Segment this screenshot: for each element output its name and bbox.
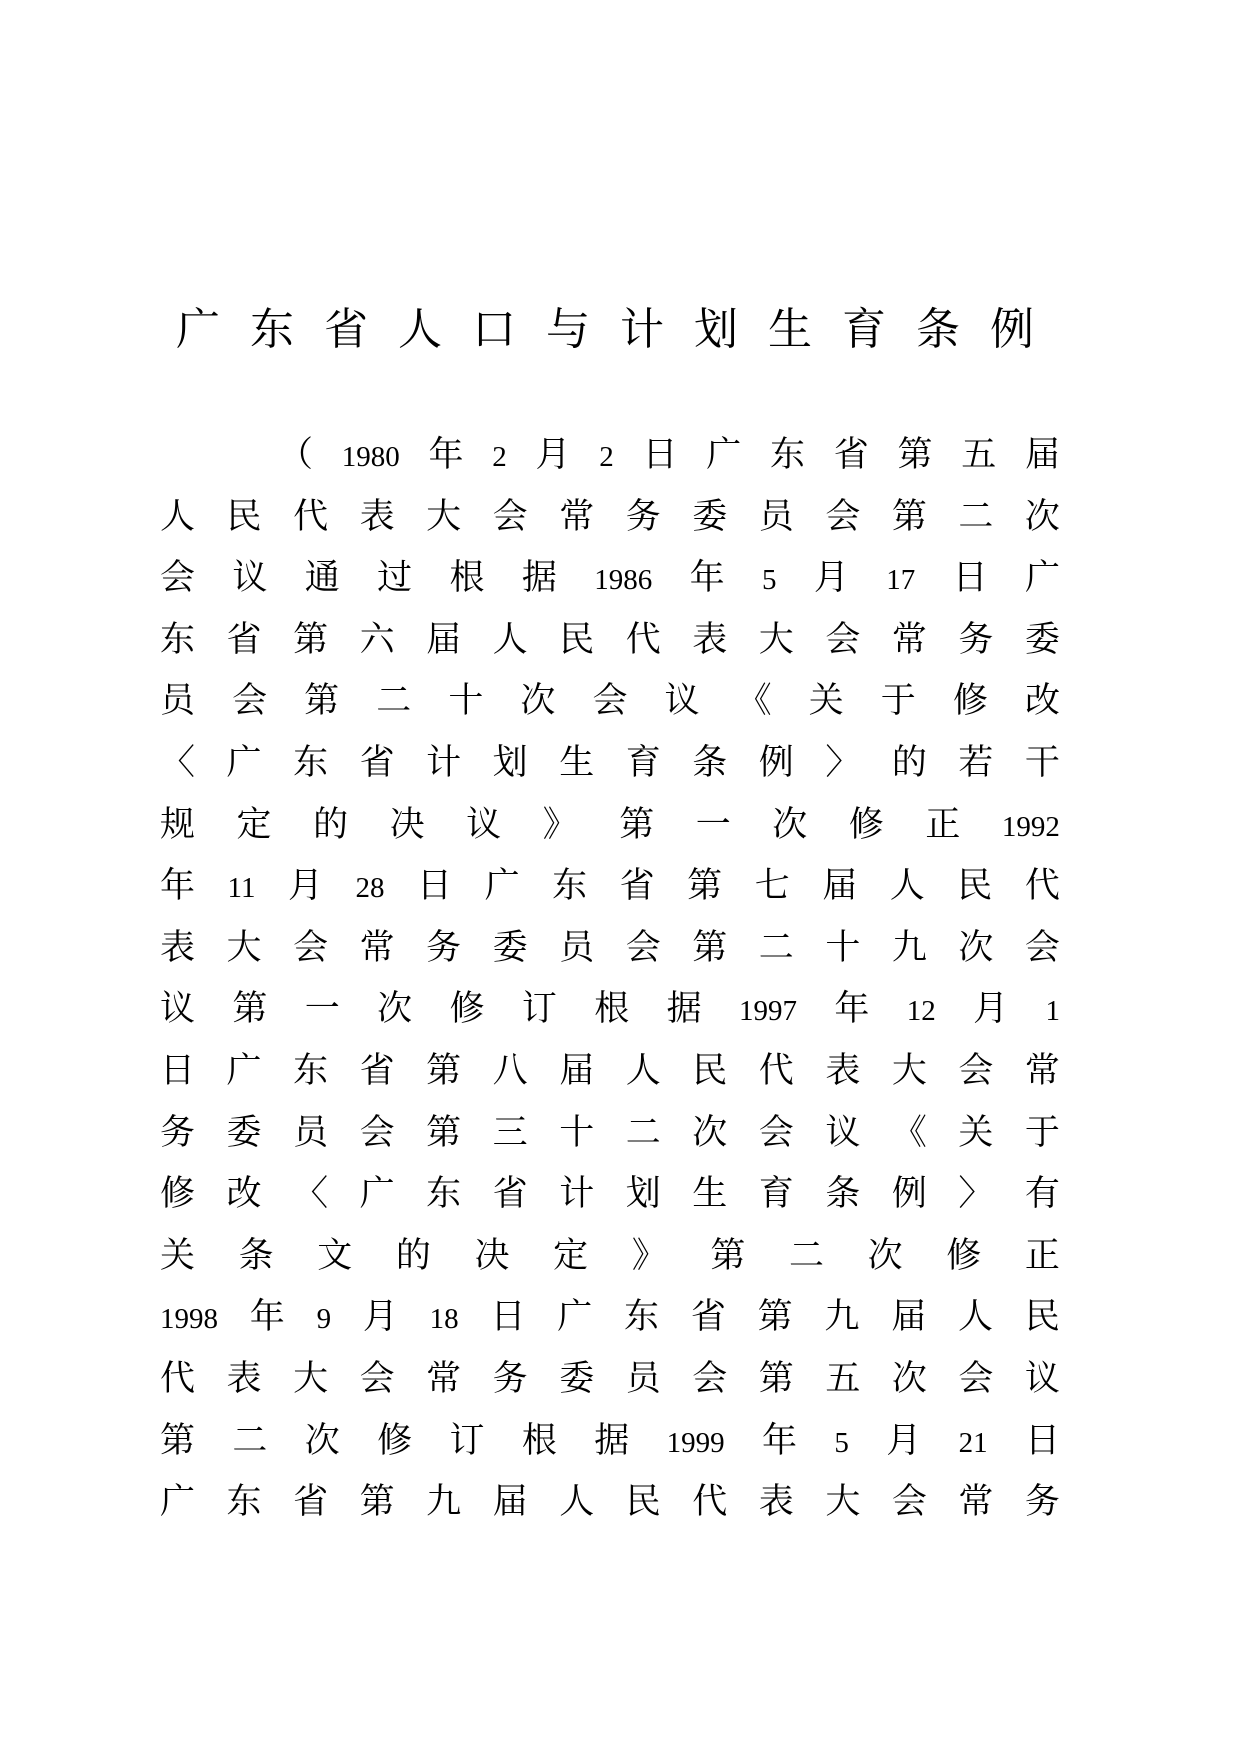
char-token: 改	[226, 1174, 262, 1215]
char-token: 的	[395, 1235, 431, 1276]
char-token: 于	[1024, 1112, 1060, 1153]
text-line	[160, 979, 1060, 1041]
char-token: 二	[376, 681, 412, 722]
char-token: 第	[426, 1050, 462, 1091]
char-token: 过	[377, 558, 413, 599]
char-token: 省	[619, 866, 655, 907]
char-token: 常	[891, 619, 927, 660]
number-token: 5	[761, 564, 777, 597]
char-token: 大	[226, 927, 262, 968]
char-token: 关	[808, 681, 844, 722]
char-token: 务	[426, 927, 462, 968]
text-line	[160, 1287, 1060, 1349]
char-token: 月	[813, 558, 849, 599]
char-token: 届	[426, 619, 462, 660]
char-token: 大	[426, 496, 462, 537]
char-token: 次	[1024, 496, 1060, 537]
char-token: 大	[758, 619, 794, 660]
char-token: 东	[552, 866, 588, 907]
char-token: 务	[160, 1112, 196, 1153]
char-token: 修	[160, 1174, 196, 1215]
char-token: 定	[553, 1235, 589, 1276]
char-token: 会	[160, 558, 196, 599]
char-token: 十	[825, 927, 861, 968]
char-token: 委	[226, 1112, 262, 1153]
char-token: 大	[891, 1050, 927, 1091]
char-token: 广	[706, 435, 742, 475]
char-token: 东	[624, 1297, 660, 1338]
char-token: 委	[1024, 619, 1060, 660]
text-line	[160, 733, 1060, 795]
char-token: 会	[891, 1482, 927, 1523]
char-token: 二	[958, 496, 994, 537]
char-token: 会	[758, 1112, 794, 1153]
char-token: 员	[559, 927, 595, 968]
char-token: （	[278, 435, 314, 475]
text-line	[160, 856, 1060, 918]
char-token: 生	[692, 1174, 728, 1215]
char-token: 五	[825, 1358, 861, 1399]
char-token: 日	[1024, 1420, 1060, 1461]
char-token: 民	[226, 496, 262, 537]
char-token: 务	[958, 619, 994, 660]
char-token: 第	[359, 1482, 395, 1523]
char-token: 修	[952, 681, 988, 722]
number-token: 1997	[739, 995, 797, 1028]
char-token: 日	[417, 866, 453, 907]
char-token: 一	[304, 989, 340, 1030]
char-token: 省	[690, 1297, 726, 1338]
char-token: 人	[160, 496, 196, 537]
text-line	[160, 610, 1060, 672]
char-token: 订	[449, 1420, 485, 1461]
char-token: 划	[625, 1174, 661, 1215]
char-token: 《	[891, 1112, 927, 1153]
char-token: 月	[287, 866, 323, 907]
char-token: 第	[304, 681, 340, 722]
document-body	[160, 425, 1060, 1534]
char-token: 省	[359, 1050, 395, 1091]
char-token: 年	[689, 558, 725, 599]
char-token: 第	[619, 804, 655, 845]
char-token: 据	[521, 558, 557, 599]
char-token: 根	[521, 1420, 557, 1461]
char-token: 届	[492, 1482, 528, 1523]
char-token: 大	[825, 1482, 861, 1523]
char-token: 育	[625, 742, 661, 783]
char-token: 次	[772, 804, 808, 845]
number-token: 28	[355, 872, 385, 905]
number-token: 2	[492, 441, 507, 473]
char-token: 会	[232, 681, 268, 722]
char-token: 九	[824, 1297, 860, 1338]
char-token: 会	[825, 496, 861, 537]
char-token: 有	[1024, 1174, 1060, 1215]
char-token: 六	[359, 619, 395, 660]
char-token: 表	[359, 496, 395, 537]
text-line	[160, 1349, 1060, 1411]
char-token: 第	[160, 1420, 196, 1461]
number-token: 21	[958, 1426, 988, 1459]
char-token: 届	[1024, 435, 1060, 475]
number-token: 17	[886, 564, 916, 597]
char-token: 条	[825, 1174, 861, 1215]
char-token: 二	[625, 1112, 661, 1153]
char-token: 日	[642, 435, 678, 475]
char-token: 会	[293, 927, 329, 968]
char-token: 常	[1024, 1050, 1060, 1091]
number-token: 2	[599, 441, 614, 473]
char-token: 月	[886, 1420, 922, 1461]
char-token: 划	[492, 742, 528, 783]
char-token: 决	[474, 1235, 510, 1276]
number-token: 1986	[594, 564, 653, 597]
char-token: 规	[160, 804, 196, 845]
char-token: 计	[426, 742, 462, 783]
char-token: 据	[666, 989, 702, 1030]
text-line	[160, 425, 1060, 487]
char-token: 改	[1024, 681, 1060, 722]
char-token: 省	[833, 435, 869, 475]
number-token: 5	[834, 1426, 849, 1459]
char-token: 人	[492, 619, 528, 660]
char-token: 代	[293, 496, 329, 537]
char-token: 会	[625, 927, 661, 968]
char-token: 修	[848, 804, 884, 845]
text-line	[160, 795, 1060, 857]
char-token: 根	[594, 989, 630, 1030]
char-token: 定	[236, 804, 272, 845]
char-token: 代	[758, 1050, 794, 1091]
char-token: 民	[692, 1050, 728, 1091]
char-token: 年	[249, 1297, 285, 1338]
char-token: 决	[389, 804, 425, 845]
char-token: 次	[891, 1358, 927, 1399]
char-token: 人	[958, 1297, 994, 1338]
char-token: 干	[1024, 742, 1060, 783]
char-token: 民	[625, 1482, 661, 1523]
char-token: 十	[559, 1112, 595, 1153]
char-token: 议	[825, 1112, 861, 1153]
char-token: 议	[1024, 1358, 1060, 1399]
char-token: 人	[889, 866, 925, 907]
char-token: 《	[736, 681, 772, 722]
text-line	[160, 1103, 1060, 1165]
char-token: 根	[449, 558, 485, 599]
char-token: 计	[559, 1174, 595, 1215]
char-token: 修	[377, 1420, 413, 1461]
char-token: 第	[687, 866, 723, 907]
char-token: 民	[1024, 1297, 1060, 1338]
char-token: 省	[293, 1482, 329, 1523]
char-token: 人	[559, 1482, 595, 1523]
char-token: 东	[226, 1482, 262, 1523]
char-token: 条	[692, 742, 728, 783]
char-token: 东	[426, 1174, 462, 1215]
char-token: 员	[625, 1358, 661, 1399]
char-token: 文	[317, 1235, 353, 1276]
char-token: 会	[692, 1358, 728, 1399]
char-token: 日	[160, 1050, 196, 1091]
char-token: 代	[692, 1482, 728, 1523]
char-token: 生	[559, 742, 595, 783]
char-token: 会	[1024, 927, 1060, 968]
char-token: 表	[160, 927, 196, 968]
char-token: 常	[426, 1358, 462, 1399]
char-token: 第	[293, 619, 329, 660]
char-token: 的	[891, 742, 927, 783]
text-line	[160, 487, 1060, 549]
char-token: 表	[825, 1050, 861, 1091]
char-token: 届	[559, 1050, 595, 1091]
char-token: 会	[359, 1358, 395, 1399]
char-token: 次	[867, 1235, 903, 1276]
char-token: 次	[520, 681, 556, 722]
char-token: 育	[758, 1174, 794, 1215]
char-token: 例	[758, 742, 794, 783]
char-token: 月	[535, 435, 571, 475]
char-token: 年	[834, 989, 870, 1030]
char-token: 届	[891, 1297, 927, 1338]
char-token: 修	[449, 989, 485, 1030]
text-line	[160, 918, 1060, 980]
number-token: 12	[906, 995, 936, 1028]
char-token: 七	[754, 866, 790, 907]
char-token: 二	[758, 927, 794, 968]
text-line	[160, 1164, 1060, 1226]
char-token: 若	[958, 742, 994, 783]
char-token: 员	[758, 496, 794, 537]
char-token: 第	[232, 989, 268, 1030]
char-token: 第	[692, 927, 728, 968]
char-token: 九	[426, 1482, 462, 1523]
char-token: 会	[592, 681, 628, 722]
char-token: 关	[160, 1235, 196, 1276]
char-token: 议	[232, 558, 268, 599]
char-token: 东	[293, 742, 329, 783]
char-token: 九	[891, 927, 927, 968]
char-token: 年	[160, 866, 196, 907]
char-token: 〉	[825, 742, 861, 783]
char-token: 关	[958, 1112, 994, 1153]
char-token: 委	[492, 927, 528, 968]
char-token: 〉	[958, 1174, 994, 1215]
char-token: 五	[961, 435, 997, 475]
char-token: 年	[428, 435, 464, 475]
number-token: 1	[1045, 995, 1060, 1028]
char-token: 二	[232, 1420, 268, 1461]
number-token: 1999	[666, 1426, 725, 1459]
char-token: 表	[692, 619, 728, 660]
char-token: 广	[226, 742, 262, 783]
char-token: 代	[160, 1358, 196, 1399]
char-token: 广	[557, 1297, 593, 1338]
char-token: 会	[825, 619, 861, 660]
char-token: 常	[958, 1482, 994, 1523]
char-token: 代	[625, 619, 661, 660]
char-token: 修	[946, 1235, 982, 1276]
char-token: 民	[559, 619, 595, 660]
text-line	[160, 1472, 1060, 1534]
char-token: 广	[484, 866, 520, 907]
char-token: 八	[492, 1050, 528, 1091]
char-token: 正	[925, 804, 961, 845]
char-token: 日	[490, 1297, 526, 1338]
char-token: 省	[492, 1174, 528, 1215]
char-token: 表	[758, 1482, 794, 1523]
char-token: 条	[238, 1235, 274, 1276]
char-token: 议	[466, 804, 502, 845]
document-title: 广东省人口与计划生育条例	[176, 304, 1064, 355]
char-token: 次	[377, 989, 413, 1030]
char-token: 通	[304, 558, 340, 599]
text-line	[160, 1041, 1060, 1103]
number-token: 9	[316, 1303, 332, 1336]
char-token: 常	[559, 496, 595, 537]
char-token: 广	[359, 1174, 395, 1215]
char-token: 十	[448, 681, 484, 722]
number-token: 11	[227, 872, 256, 905]
char-token: 的	[313, 804, 349, 845]
text-line	[160, 548, 1060, 610]
number-token: 1998	[160, 1303, 218, 1336]
char-token: 》	[542, 804, 578, 845]
char-token: 三	[492, 1112, 528, 1153]
number-token: 1992	[1001, 810, 1060, 843]
char-token: 议	[664, 681, 700, 722]
char-token: 人	[625, 1050, 661, 1091]
char-token: 会	[958, 1358, 994, 1399]
char-token: 务	[1024, 1482, 1060, 1523]
char-token: 广	[1024, 558, 1060, 599]
number-token: 1980	[341, 441, 400, 473]
char-token: 〈	[160, 742, 196, 783]
char-token: 》	[631, 1235, 667, 1276]
char-token: 东	[293, 1050, 329, 1091]
char-token: 年	[761, 1420, 797, 1461]
char-token: 委	[692, 496, 728, 537]
char-token: 第	[710, 1235, 746, 1276]
char-token: 届	[822, 866, 858, 907]
char-token: 日	[952, 558, 988, 599]
char-token: 〈	[293, 1174, 329, 1215]
char-token: 第	[758, 1358, 794, 1399]
char-token: 员	[293, 1112, 329, 1153]
char-token: 第	[891, 496, 927, 537]
char-token: 次	[958, 927, 994, 968]
char-token: 会	[359, 1112, 395, 1153]
char-token: 二	[789, 1235, 825, 1276]
char-token: 次	[692, 1112, 728, 1153]
char-token: 广	[226, 1050, 262, 1091]
char-token: 于	[880, 681, 916, 722]
text-line	[160, 1226, 1060, 1288]
char-token: 议	[160, 989, 196, 1030]
char-token: 东	[769, 435, 805, 475]
char-token: 第	[426, 1112, 462, 1153]
char-token: 委	[559, 1358, 595, 1399]
number-token: 18	[429, 1303, 459, 1336]
text-line	[160, 671, 1060, 733]
char-token: 会	[958, 1050, 994, 1091]
text-line	[160, 1411, 1060, 1473]
char-token: 订	[521, 989, 557, 1030]
char-token: 例	[891, 1174, 927, 1215]
char-token: 广	[160, 1482, 196, 1523]
char-token: 第	[757, 1297, 793, 1338]
char-token: 员	[160, 681, 196, 722]
char-token: 月	[973, 989, 1009, 1030]
char-token: 第	[897, 435, 933, 475]
char-token: 代	[1024, 866, 1060, 907]
char-token: 一	[695, 804, 731, 845]
char-token: 表	[226, 1358, 262, 1399]
char-token: 东	[160, 619, 196, 660]
char-token: 省	[359, 742, 395, 783]
char-token: 正	[1024, 1235, 1060, 1276]
char-token: 务	[492, 1358, 528, 1399]
char-token: 次	[304, 1420, 340, 1461]
char-token: 省	[226, 619, 262, 660]
char-token: 民	[957, 866, 993, 907]
char-token: 月	[362, 1297, 398, 1338]
char-token: 会	[492, 496, 528, 537]
char-token: 据	[594, 1420, 630, 1461]
char-token: 大	[293, 1358, 329, 1399]
char-token: 常	[359, 927, 395, 968]
char-token: 务	[625, 496, 661, 537]
